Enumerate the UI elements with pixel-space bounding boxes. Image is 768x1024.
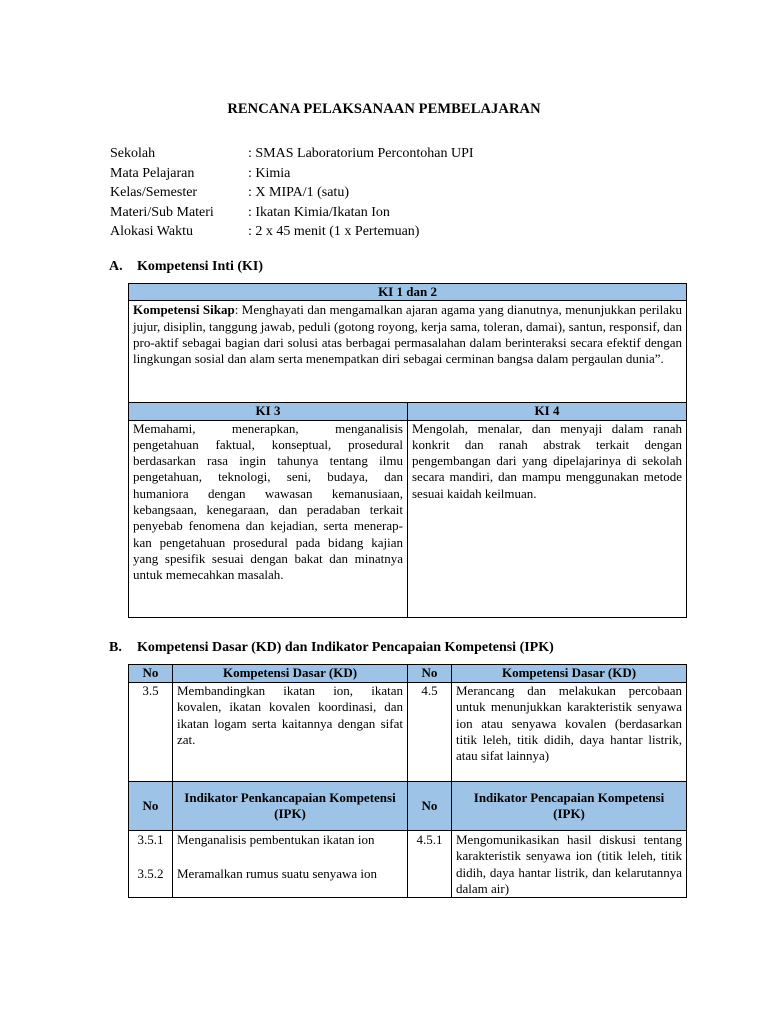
section-letter: A. [109, 259, 123, 274]
kd-no-header: No [408, 665, 452, 683]
page-title: RENCANA PELAKSANAAN PEMBELAJARAN [227, 101, 541, 117]
ipk-left-no: 3.5.1 [137, 832, 164, 847]
kd-header: Kompetensi Dasar (KD) [173, 665, 408, 683]
info-value: : Ikatan Kimia/Ikatan Ion [248, 204, 390, 220]
ipk-left-text-cell [173, 831, 408, 898]
ipk-right-no: 4.5.1 [408, 831, 452, 898]
info-value: : X MIPA/1 (satu) [248, 185, 349, 200]
section-b-heading [109, 640, 554, 656]
ki3-text: Memahami, menerapkan, menganalisis pengetahuan faktual, konseptual, prosedural berdasarkan rasa ingin tahunya tentang ilmu pengetahuan, teknologi, seni, budaya, dan humaniora dengan wawasan kemanusiaan, kebangsaan, kenegaraan, dan peradaban terkait penyebab fenomena dan kejadian, serta menerap-kan pengetahuan prosedural pada bidang kajian yang spesifik sesuai dengan bakat dan minatnya untuk memecahkan masalah. [129, 420, 408, 617]
ki4-text: Mengolah, menalar, dan menyaji dalam ranah konkrit dan ranah abstrak terkait dengan pengembangan dari yang dipelajarinya di sekolah secara mandiri, dan mampu menggunakan metode sesuai kaidah keilmuan. [408, 420, 687, 617]
ipk-left-no: 3.5.2 [137, 866, 164, 881]
kd-table [128, 664, 687, 898]
section-title: Kompetensi Dasar (KD) dan Indikator Pencapaian Kompetensi (IPK) [137, 640, 554, 655]
info-value: : SMAS Laboratorium Percontohan UPI [248, 146, 474, 161]
kd-right-no: 4.5 [408, 683, 452, 782]
info-value: : 2 x 45 menit (1 x Pertemuan) [248, 224, 420, 239]
info-label: Kelas/Semester [110, 185, 198, 200]
section-letter: B. [109, 640, 122, 655]
ipk-left-text: Meramalkan rumus suatu senyawa ion [177, 866, 378, 881]
ki4-header: KI 4 [408, 403, 687, 420]
section-title: Kompetensi Inti (KI) [137, 259, 263, 274]
ipk-right-text: Mengomunikasikan hasil diskusi tentang karakteristik senyawa ion (titik leleh, titik didih, daya hantar listrik, dan kelarutannya dalam air) [452, 831, 687, 898]
ipk-left-no-cell [129, 831, 173, 898]
info-label: Mata Pelajaran [110, 165, 195, 181]
info-label: Materi/Sub Materi [110, 204, 214, 220]
ipk-no-header: No [408, 782, 452, 831]
kd-right-text: Merancang dan melakukan percobaan untuk menunjukkan karakteristik senyawa ion atau senyawa kovalen (berdasarkan titik leleh, titik didih, daya hantar listrik, atau sifat lainnya) [452, 683, 687, 782]
ipk-right-header [452, 782, 687, 831]
identity-block [110, 144, 474, 242]
info-row-kelas-semester [110, 183, 474, 203]
ipk-left-text: Menganalisis pembentukan ikatan ion [177, 832, 375, 847]
kd-header: Kompetensi Dasar (KD) [452, 665, 687, 683]
kd-left-no: 3.5 [129, 683, 173, 782]
info-row-mata-pelajaran [110, 164, 474, 184]
info-label: Alokasi Waktu [110, 224, 193, 239]
info-value: : Kimia [248, 165, 291, 181]
ki-table [128, 283, 687, 618]
ipk-no-header: No [129, 782, 173, 831]
ki3-header: KI 3 [129, 403, 408, 420]
info-row-materi [110, 203, 474, 223]
info-row-alokasi-waktu [110, 222, 474, 242]
info-label: Sekolah [110, 146, 156, 161]
ipk-right-header-line2: (IPK) [553, 806, 585, 821]
ki12-cell [129, 301, 687, 403]
info-row-sekolah [110, 144, 474, 164]
section-a-heading [109, 259, 263, 275]
sikap-text: : Menghayati dan mengamalkan ajaran agama yang dianutnya, menunjukkan perilaku jujur, disiplin, tanggung jawab, peduli (gotong royong, kerja sama, toleran, damai), santun, responsif, dan pro-aktif sebagai bagian dari solusi atas berbagai permasalahan dalam berinteraksi secara efektif dengan lingkungan sosial dan alam serta menempatkan diri sebagai cerminan bangsa dalam pergaulan dunia”. [133, 302, 683, 367]
kd-no-header: No [129, 665, 173, 683]
sikap-label: Kompetensi Sikap [133, 302, 235, 318]
ki12-header: KI 1 dan 2 [129, 284, 687, 301]
ipk-left-header: Indikator Penkancapaian Kompetensi (IPK) [173, 782, 408, 831]
ipk-right-header-line1: Indikator Pencapaian Kompetensi [473, 789, 665, 805]
kd-left-text: Membandingkan ikatan ion, ikatan kovalen, ikatan kovalen koordinasi, dan ikatan logam serta kaitannya dengan sifat zat. [173, 683, 408, 782]
